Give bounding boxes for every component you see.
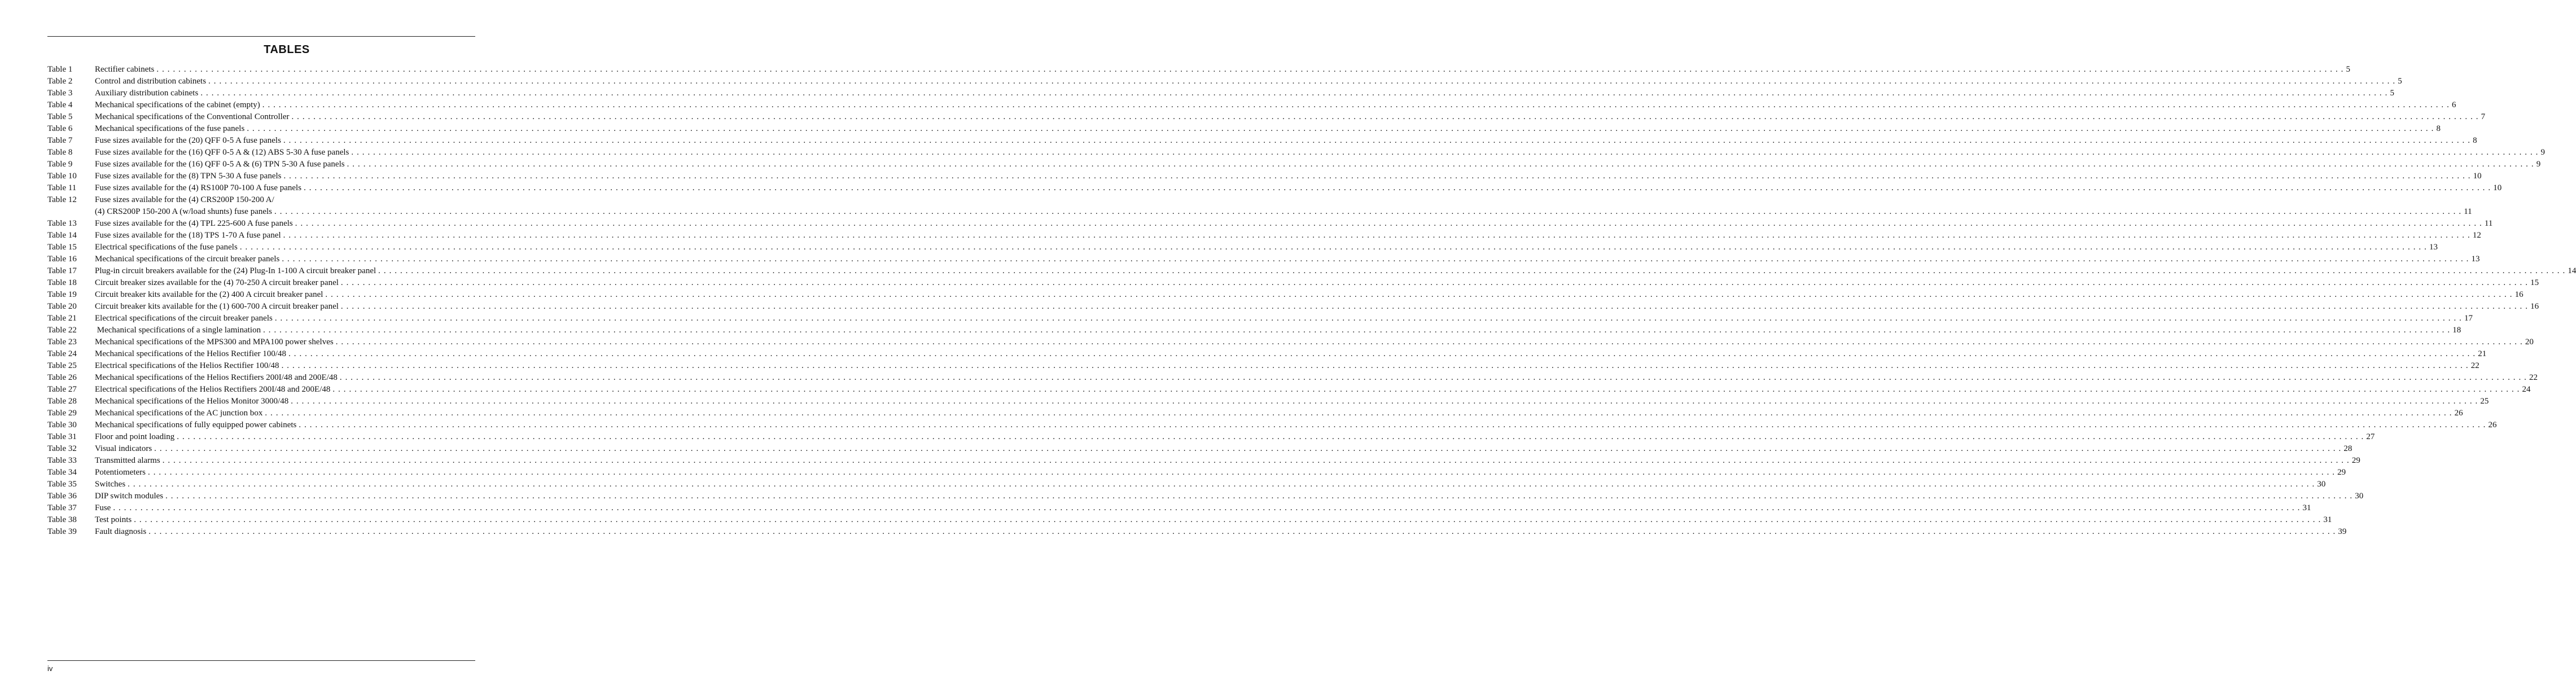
table-number: Table 13 [47, 219, 77, 228]
table-number: Table 26 [47, 373, 77, 382]
dot-leader: . . . . . . . . . . . . . . . . . . . . . . . . . . . . . . . . . . . . . . . . . . . . . . . . . . . . . . . . . . . . . . . . . . . . . . . . . . . . . . . . . . . . . . . . . . . . . . . . . . . . . . . . . . . . . . . . . . . . . . . . . . . . . . . . . . . . . . . . . . . . . . . . . . . . . . . . . . . . . . . . . . . . . . . . . . . . . . . . . . . . . . . . . . . . . . . . . . . . . . . . . . . . . . . . . . . . . . . . . . . . . . . . . . . . . . . . . . . . . . . . . . . . . . . . . . . . . . . . . . . . . . . . . . . . . . . . . . . . . . . . . . . . . . . . . . . . . . . . . . . . . . . . . . . . . . . . . . . . . . . . . . . . . . . . . . . . . . . . . . . . . . . . . . . . . . . . . . . . . . . . . . . . . . . . . . . . . . . . . . . . . . . . . . . . . . . . . . . . . . . . [154, 444, 2342, 453]
dot-leader: . . . . . . . . . . . . . . . . . . . . . . . . . . . . . . . . . . . . . . . . . . . . . . . . . . . . . . . . . . . . . . . . . . . . . . . . . . . . . . . . . . . . . . . . . . . . . . . . . . . . . . . . . . . . . . . . . . . . . . . . . . . . . . . . . . . . . . . . . . . . . . . . . . . . . . . . . . . . . . . . . . . . . . . . . . . . . . . . . . . . . . . . . . . . . . . . . . . . . . . . . . . . . . . . . . . . . . . . . . . . . . . . . . . . . . . . . . . . . . . . . . . . . . . . . . . . . . . . . . . . . . . . . . . . . . . . . . . . . . . . . . . . . . . . . . . . . . . . . . . . . . . . . . . . . . . . . . . . . . . . . . . . . . . . . . . . . . . . . . . . . . . . . . . . . . . . . . . . . . . . . . . . . . . . . . . . . . . . . . . . . . . . . . . . . . . . . . . . . . . . [274, 207, 2462, 216]
page-ref: 12 [2472, 231, 2481, 240]
page-ref: 18 [2452, 326, 2461, 335]
dot-leader: . . . . . . . . . . . . . . . . . . . . . . . . . . . . . . . . . . . . . . . . . . . . . . . . . . . . . . . . . . . . . . . . . . . . . . . . . . . . . . . . . . . . . . . . . . . . . . . . . . . . . . . . . . . . . . . . . . . . . . . . . . . . . . . . . . . . . . . . . . . . . . . . . . . . . . . . . . . . . . . . . . . . . . . . . . . . . . . . . . . . . . . . . . . . . . . . . . . . . . . . . . . . . . . . . . . . . . . . . . . . . . . . . . . . . . . . . . . . . . . . . . . . . . . . . . . . . . . . . . . . . . . . . . . . . . . . . . . . . . . . . . . . . . . . . . . . . . . . . . . . . . . . . . . . . . . . . . . . . . . . . . . . . . . . . . . . . . . . . . . . . . . . . . . . . . . . . . . . . . . . . . . . . . . . . . . . . . . . . . . . . . . . . . . . . . . . . . . . . . . . [113, 503, 2301, 512]
dot-leader: . . . . . . . . . . . . . . . . . . . . . . . . . . . . . . . . . . . . . . . . . . . . . . . . . . . . . . . . . . . . . . . . . . . . . . . . . . . . . . . . . . . . . . . . . . . . . . . . . . . . . . . . . . . . . . . . . . . . . . . . . . . . . . . . . . . . . . . . . . . . . . . . . . . . . . . . . . . . . . . . . . . . . . . . . . . . . . . . . . . . . . . . . . . . . . . . . . . . . . . . . . . . . . . . . . . . . . . . . . . . . . . . . . . . . . . . . . . . . . . . . . . . . . . . . . . . . . . . . . . . . . . . . . . . . . . . . . . . . . . . . . . . . . . . . . . . . . . . . . . . . . . . . . . . . . . . . . . . . . . . . . . . . . . . . . . . . . . . . . . . . . . . . . . . . . . . . . . . . . . . . . . . . . . . . . . . . . . . . . . . . . . . . . . . . . . . . . . . . . . . [239, 243, 2427, 252]
entry-body [95, 526, 2347, 538]
page-ref: 10 [2473, 172, 2482, 181]
dot-leader: . . . . . . . . . . . . . . . . . . . . . . . . . . . . . . . . . . . . . . . . . . . . . . . . . . . . . . . . . . . . . . . . . . . . . . . . . . . . . . . . . . . . . . . . . . . . . . . . . . . . . . . . . . . . . . . . . . . . . . . . . . . . . . . . . . . . . . . . . . . . . . . . . . . . . . . . . . . . . . . . . . . . . . . . . . . . . . . . . . . . . . . . . . . . . . . . . . . . . . . . . . . . . . . . . . . . . . . . . . . . . . . . . . . . . . . . . . . . . . . . . . . . . . . . . . . . . . . . . . . . . . . . . . . . . . . . . . . . . . . . . . . . . . . . . . . . . . . . . . . . . . . . . . . . . . . . . . . . . . . . . . . . . . . . . . . . . . . . . . . . . . . . . . . . . . . . . . . . . . . . . . . . . . . . . . . . . . . . . . . . . . . . . . . . . . . . . . . . . . . . [200, 89, 2388, 98]
page-ref: 16 [2514, 290, 2524, 299]
toc-entry[interactable] [47, 99, 2456, 111]
entry-body [95, 147, 2546, 159]
page-ref: 8 [2436, 124, 2441, 133]
table-number: Table 18 [47, 278, 77, 287]
table-number: Table 28 [47, 397, 77, 406]
table-number: Table 35 [47, 480, 77, 489]
entry-line [95, 87, 2394, 99]
toc-entry[interactable] [47, 336, 2534, 348]
entry-line [95, 467, 2346, 479]
table-title: Control and distribution cabinets [95, 77, 207, 86]
entry-line [95, 64, 2351, 76]
toc-entry[interactable] [47, 443, 2352, 455]
entry-body [95, 301, 2539, 313]
entry-line [95, 123, 2441, 135]
entry-line [95, 348, 2487, 360]
entry-body [95, 455, 2360, 467]
dot-leader: . . . . . . . . . . . . . . . . . . . . . . . . . . . . . . . . . . . . . . . . . . . . . . . . . . . . . . . . . . . . . . . . . . . . . . . . . . . . . . . . . . . . . . . . . . . . . . . . . . . . . . . . . . . . . . . . . . . . . . . . . . . . . . . . . . . . . . . . . . . . . . . . . . . . . . . . . . . . . . . . . . . . . . . . . . . . . . . . . . . . . . . . . . . . . . . . . . . . . . . . . . . . . . . . . . . . . . . . . . . . . . . . . . . . . . . . . . . . . . . . . . . . . . . . . . . . . . . . . . . . . . . . . . . . . . . . . . . . . . . . . . . . . . . . . . . . . . . . . . . . . . . . . . . . . . . . . . . . . . . . . . . . . . . . . . . . . . . . . . . . . . . . . . . . . . . . . . . . . . . . . . . . . . . . . . . . . . . . . . . . . . . . . . . . . . . . . . . . . . . . [283, 136, 2471, 145]
dot-leader: . . . . . . . . . . . . . . . . . . . . . . . . . . . . . . . . . . . . . . . . . . . . . . . . . . . . . . . . . . . . . . . . . . . . . . . . . . . . . . . . . . . . . . . . . . . . . . . . . . . . . . . . . . . . . . . . . . . . . . . . . . . . . . . . . . . . . . . . . . . . . . . . . . . . . . . . . . . . . . . . . . . . . . . . . . . . . . . . . . . . . . . . . . . . . . . . . . . . . . . . . . . . . . . . . . . . . . . . . . . . . . . . . . . . . . . . . . . . . . . . . . . . . . . . . . . . . . . . . . . . . . . . . . . . . . . . . . . . . . . . . . . . . . . . . . . . . . . . . . . . . . . . . . . . . . . . . . . . . . . . . . . . . . . . . . . . . . . . . . . . . . . . . . . . . . . . . . . . . . . . . . . . . . . . . . . . . . . . . . . . . . . . . . . . . . . . . . . . . . . . [340, 278, 2529, 287]
entry-line [95, 490, 2364, 502]
table-title: Mechanical specifications of a single lamination [95, 326, 261, 335]
dot-leader: . . . . . . . . . . . . . . . . . . . . . . . . . . . . . . . . . . . . . . . . . . . . . . . . . . . . . . . . . . . . . . . . . . . . . . . . . . . . . . . . . . . . . . . . . . . . . . . . . . . . . . . . . . . . . . . . . . . . . . . . . . . . . . . . . . . . . . . . . . . . . . . . . . . . . . . . . . . . . . . . . . . . . . . . . . . . . . . . . . . . . . . . . . . . . . . . . . . . . . . . . . . . . . . . . . . . . . . . . . . . . . . . . . . . . . . . . . . . . . . . . . . . . . . . . . . . . . . . . . . . . . . . . . . . . . . . . . . . . . . . . . . . . . . . . . . . . . . . . . . . . . . . . . . . . . . . . . . . . . . . . . . . . . . . . . . . . . . . . . . . . . . . . . . . . . . . . . . . . . . . . . . . . . . . . . . . . . . . . . . . . . . . . . . . . . . . . . . . . . . . [291, 112, 2479, 121]
table-title: Mechanical specifications of the MPS300 and MPA100 power shelves [95, 337, 334, 347]
toc-entry[interactable] [47, 431, 2375, 443]
entry-line [95, 159, 2541, 170]
entry-body [95, 194, 2472, 218]
entry-line [95, 206, 2472, 218]
toc-entry[interactable] [47, 265, 2576, 277]
table-title: Mechanical specifications of the cabinet (empty) [95, 100, 260, 109]
entry-line [95, 313, 2473, 325]
page-ref: 17 [2464, 314, 2473, 323]
dot-leader: . . . . . . . . . . . . . . . . . . . . . . . . . . . . . . . . . . . . . . . . . . . . . . . . . . . . . . . . . . . . . . . . . . . . . . . . . . . . . . . . . . . . . . . . . . . . . . . . . . . . . . . . . . . . . . . . . . . . . . . . . . . . . . . . . . . . . . . . . . . . . . . . . . . . . . . . . . . . . . . . . . . . . . . . . . . . . . . . . . . . . . . . . . . . . . . . . . . . . . . . . . . . . . . . . . . . . . . . . . . . . . . . . . . . . . . . . . . . . . . . . . . . . . . . . . . . . . . . . . . . . . . . . . . . . . . . . . . . . . . . . . . . . . . . . . . . . . . . . . . . . . . . . . . . . . . . . . . . . . . . . . . . . . . . . . . . . . . . . . . . . . . . . . . . . . . . . . . . . . . . . . . . . . . . . . . . . . . . . . . . . . . . . . . . . . . . . . . . . . . . [304, 183, 2491, 192]
entry-line [95, 111, 2486, 123]
page-ref: 31 [2302, 503, 2311, 512]
table-number: Table 19 [47, 290, 77, 299]
entry-body [95, 372, 2538, 384]
entry-line [95, 182, 2502, 194]
table-title: Fuse sizes available for the (4) TPL 225-600 A fuse panels [95, 219, 293, 228]
toc-entry[interactable] [47, 490, 2364, 502]
dot-leader: . . . . . . . . . . . . . . . . . . . . . . . . . . . . . . . . . . . . . . . . . . . . . . . . . . . . . . . . . . . . . . . . . . . . . . . . . . . . . . . . . . . . . . . . . . . . . . . . . . . . . . . . . . . . . . . . . . . . . . . . . . . . . . . . . . . . . . . . . . . . . . . . . . . . . . . . . . . . . . . . . . . . . . . . . . . . . . . . . . . . . . . . . . . . . . . . . . . . . . . . . . . . . . . . . . . . . . . . . . . . . . . . . . . . . . . . . . . . . . . . . . . . . . . . . . . . . . . . . . . . . . . . . . . . . . . . . . . . . . . . . . . . . . . . . . . . . . . . . . . . . . . . . . . . . . . . . . . . . . . . . . . . . . . . . . . . . . . . . . . . . . . . . . . . . . . . . . . . . . . . . . . . . . . . . . . . . . . . . . . . . . . . . . . . . . . . . . . . . . . . [165, 492, 2353, 501]
page-ref: 9 [2540, 148, 2546, 157]
toc-entry[interactable] [47, 455, 2360, 467]
entry-line [95, 443, 2352, 455]
page-ref: 26 [2488, 420, 2497, 429]
table-number: Table 30 [47, 420, 77, 429]
entry-body [95, 407, 2463, 419]
table-title: Fault diagnosis [95, 527, 147, 536]
entry-body [95, 182, 2502, 194]
dot-leader: . . . . . . . . . . . . . . . . . . . . . . . . . . . . . . . . . . . . . . . . . . . . . . . . . . . . . . . . . . . . . . . . . . . . . . . . . . . . . . . . . . . . . . . . . . . . . . . . . . . . . . . . . . . . . . . . . . . . . . . . . . . . . . . . . . . . . . . . . . . . . . . . . . . . . . . . . . . . . . . . . . . . . . . . . . . . . . . . . . . . . . . . . . . . . . . . . . . . . . . . . . . . . . . . . . . . . . . . . . . . . . . . . . . . . . . . . . . . . . . . . . . . . . . . . . . . . . . . . . . . . . . . . . . . . . . . . . . . . . . . . . . . . . . . . . . . . . . . . . . . . . . . . . . . . . . . . . . . . . . . . . . . . . . . . . . . . . . . . . . . . . . . . . . . . . . . . . . . . . . . . . . . . . . . . . . . . . . . . . . . . . . . . . . . . . . . . . . . . . . . [128, 480, 2315, 489]
entry-body [95, 502, 2311, 514]
page-ref: 28 [2343, 444, 2352, 453]
table-number: Table 36 [47, 492, 77, 501]
entry-body [95, 170, 2482, 182]
table-number: Table 12 [47, 195, 77, 204]
toc-entry[interactable] [47, 64, 2351, 76]
page-ref: 26 [2454, 409, 2463, 418]
table-number: Table 32 [47, 444, 77, 453]
entry-body [95, 64, 2351, 76]
table-title: Visual indicators [95, 444, 152, 453]
table-number: Table 22 [47, 326, 77, 335]
toc-entry[interactable] [47, 360, 2479, 372]
toc-entry[interactable] [47, 194, 2472, 218]
entry-body [95, 467, 2346, 479]
entry-body [95, 490, 2364, 502]
table-title: Fuse sizes available for the (18) TPS 1-70 A fuse panel [95, 231, 281, 240]
entry-line [95, 277, 2539, 289]
entry-body [95, 76, 2402, 87]
toc-entry[interactable] [47, 123, 2441, 135]
entry-body [95, 360, 2479, 372]
entry-line [95, 265, 2576, 277]
entry-body [95, 336, 2534, 348]
toc-entry[interactable] [47, 76, 2402, 87]
toc-entry[interactable] [47, 384, 2531, 396]
table-title: Fuse sizes available for the (4) RS100P 70-100 A fuse panels [95, 183, 302, 192]
page-ref: 20 [2525, 337, 2534, 347]
dot-leader: . . . . . . . . . . . . . . . . . . . . . . . . . . . . . . . . . . . . . . . . . . . . . . . . . . . . . . . . . . . . . . . . . . . . . . . . . . . . . . . . . . . . . . . . . . . . . . . . . . . . . . . . . . . . . . . . . . . . . . . . . . . . . . . . . . . . . . . . . . . . . . . . . . . . . . . . . . . . . . . . . . . . . . . . . . . . . . . . . . . . . . . . . . . . . . . . . . . . . . . . . . . . . . . . . . . . . . . . . . . . . . . . . . . . . . . . . . . . . . . . . . . . . . . . . . . . . . . . . . . . . . . . . . . . . . . . . . . . . . . . . . . . . . . . . . . . . . . . . . . . . . . . . . . . . . . . . . . . . . . . . . . . . . . . . . . . . . . . . . . . . . . . . . . . . . . . . . . . . . . . . . . . . . . . . . . . . . . . . . . . . . . . . . . . . . . . . . . . . . . . [156, 65, 2344, 74]
page-ref: 16 [2530, 302, 2539, 311]
entry-line [95, 502, 2311, 514]
page-ref: 30 [2355, 492, 2364, 501]
entry-line [95, 514, 2332, 526]
page-ref: 10 [2493, 183, 2502, 192]
entry-line [95, 289, 2524, 301]
page-ref: 27 [2366, 432, 2375, 441]
table-title: Mechanical specifications of the fuse panels [95, 124, 245, 133]
toc-entry[interactable] [47, 289, 2524, 301]
table-title: Transmitted alarms [95, 456, 160, 465]
table-title: Fuse sizes available for the (8) TPN 5-30 A fuse panels [95, 172, 282, 181]
dot-leader: . . . . . . . . . . . . . . . . . . . . . . . . . . . . . . . . . . . . . . . . . . . . . . . . . . . . . . . . . . . . . . . . . . . . . . . . . . . . . . . . . . . . . . . . . . . . . . . . . . . . . . . . . . . . . . . . . . . . . . . . . . . . . . . . . . . . . . . . . . . . . . . . . . . . . . . . . . . . . . . . . . . . . . . . . . . . . . . . . . . . . . . . . . . . . . . . . . . . . . . . . . . . . . . . . . . . . . . . . . . . . . . . . . . . . . . . . . . . . . . . . . . . . . . . . . . . . . . . . . . . . . . . . . . . . . . . . . . . . . . . . . . . . . . . . . . . . . . . . . . . . . . . . . . . . . . . . . . . . . . . . . . . . . . . . . . . . . . . . . . . . . . . . . . . . . . . . . . . . . . . . . . . . . . . . . . . . . . . . . . . . . . . . . . . . . . . . . . . . . . . [134, 515, 2321, 524]
entry-line [95, 99, 2456, 111]
page-ref: 22 [2529, 373, 2538, 382]
table-title: Auxiliary distribution cabinets [95, 89, 199, 98]
page-ref: 5 [2346, 65, 2351, 74]
dot-leader: . . . . . . . . . . . . . . . . . . . . . . . . . . . . . . . . . . . . . . . . . . . . . . . . . . . . . . . . . . . . . . . . . . . . . . . . . . . . . . . . . . . . . . . . . . . . . . . . . . . . . . . . . . . . . . . . . . . . . . . . . . . . . . . . . . . . . . . . . . . . . . . . . . . . . . . . . . . . . . . . . . . . . . . . . . . . . . . . . . . . . . . . . . . . . . . . . . . . . . . . . . . . . . . . . . . . . . . . . . . . . . . . . . . . . . . . . . . . . . . . . . . . . . . . . . . . . . . . . . . . . . . . . . . . . . . . . . . . . . . . . . . . . . . . . . . . . . . . . . . . . . . . . . . . . . . . . . . . . . . . . . . . . . . . . . . . . . . . . . . . . . . . . . . . . . . . . . . . . . . . . . . . . . . . . . . . . . . . . . . . . . . . . . . . . . . . . . . . . . . . [208, 77, 2396, 86]
toc-entry[interactable] [47, 277, 2539, 289]
entry-body [95, 123, 2441, 135]
entry-body [95, 230, 2481, 242]
table-title: Mechanical specifications of the circuit breaker panels [95, 255, 280, 264]
entry-body [95, 253, 2480, 265]
toc-entry[interactable] [47, 372, 2538, 384]
entry-body [95, 348, 2487, 360]
page-ref: 30 [2317, 480, 2326, 489]
table-number: Table 31 [47, 432, 77, 441]
table-title: DIP switch modules [95, 492, 164, 501]
toc-entry[interactable] [47, 135, 2477, 147]
page-ref: 22 [2470, 361, 2479, 370]
toc-entry[interactable] [47, 479, 2326, 490]
entry-body [95, 384, 2531, 396]
page-ref: 6 [2451, 100, 2456, 109]
toc-entry[interactable] [47, 407, 2463, 419]
dot-leader: . . . . . . . . . . . . . . . . . . . . . . . . . . . . . . . . . . . . . . . . . . . . . . . . . . . . . . . . . . . . . . . . . . . . . . . . . . . . . . . . . . . . . . . . . . . . . . . . . . . . . . . . . . . . . . . . . . . . . . . . . . . . . . . . . . . . . . . . . . . . . . . . . . . . . . . . . . . . . . . . . . . . . . . . . . . . . . . . . . . . . . . . . . . . . . . . . . . . . . . . . . . . . . . . . . . . . . . . . . . . . . . . . . . . . . . . . . . . . . . . . . . . . . . . . . . . . . . . . . . . . . . . . . . . . . . . . . . . . . . . . . . . . . . . . . . . . . . . . . . . . . . . . . . . . . . . . . . . . . . . . . . . . . . . . . . . . . . . . . . . . . . . . . . . . . . . . . . . . . . . . . . . . . . . . . . . . . . . . . . . . . . . . . . . . . . . . . . . . . . . [274, 314, 2463, 323]
entry-body [95, 289, 2524, 301]
dot-leader: . . . . . . . . . . . . . . . . . . . . . . . . . . . . . . . . . . . . . . . . . . . . . . . . . . . . . . . . . . . . . . . . . . . . . . . . . . . . . . . . . . . . . . . . . . . . . . . . . . . . . . . . . . . . . . . . . . . . . . . . . . . . . . . . . . . . . . . . . . . . . . . . . . . . . . . . . . . . . . . . . . . . . . . . . . . . . . . . . . . . . . . . . . . . . . . . . . . . . . . . . . . . . . . . . . . . . . . . . . . . . . . . . . . . . . . . . . . . . . . . . . . . . . . . . . . . . . . . . . . . . . . . . . . . . . . . . . . . . . . . . . . . . . . . . . . . . . . . . . . . . . . . . . . . . . . . . . . . . . . . . . . . . . . . . . . . . . . . . . . . . . . . . . . . . . . . . . . . . . . . . . . . . . . . . . . . . . . . . . . . . . . . . . . . . . . . . . . . . . . . [339, 373, 2527, 382]
table-number: Table 8 [47, 148, 73, 157]
dot-leader: . . . . . . . . . . . . . . . . . . . . . . . . . . . . . . . . . . . . . . . . . . . . . . . . . . . . . . . . . . . . . . . . . . . . . . . . . . . . . . . . . . . . . . . . . . . . . . . . . . . . . . . . . . . . . . . . . . . . . . . . . . . . . . . . . . . . . . . . . . . . . . . . . . . . . . . . . . . . . . . . . . . . . . . . . . . . . . . . . . . . . . . . . . . . . . . . . . . . . . . . . . . . . . . . . . . . . . . . . . . . . . . . . . . . . . . . . . . . . . . . . . . . . . . . . . . . . . . . . . . . . . . . . . . . . . . . . . . . . . . . . . . . . . . . . . . . . . . . . . . . . . . . . . . . . . . . . . . . . . . . . . . . . . . . . . . . . . . . . . . . . . . . . . . . . . . . . . . . . . . . . . . . . . . . . . . . . . . . . . . . . . . . . . . . . . . . . . . . . . . . [281, 361, 2469, 370]
entry-body [95, 111, 2486, 123]
toc-entry[interactable] [47, 218, 2493, 230]
entry-body [95, 242, 2438, 253]
dot-leader: . . . . . . . . . . . . . . . . . . . . . . . . . . . . . . . . . . . . . . . . . . . . . . . . . . . . . . . . . . . . . . . . . . . . . . . . . . . . . . . . . . . . . . . . . . . . . . . . . . . . . . . . . . . . . . . . . . . . . . . . . . . . . . . . . . . . . . . . . . . . . . . . . . . . . . . . . . . . . . . . . . . . . . . . . . . . . . . . . . . . . . . . . . . . . . . . . . . . . . . . . . . . . . . . . . . . . . . . . . . . . . . . . . . . . . . . . . . . . . . . . . . . . . . . . . . . . . . . . . . . . . . . . . . . . . . . . . . . . . . . . . . . . . . . . . . . . . . . . . . . . . . . . . . . . . . . . . . . . . . . . . . . . . . . . . . . . . . . . . . . . . . . . . . . . . . . . . . . . . . . . . . . . . . . . . . . . . . . . . . . . . . . . . . . . . . . . . . . . . . . [347, 160, 2534, 169]
table-number: Table 10 [47, 172, 77, 181]
page-ref: 39 [2338, 527, 2347, 536]
entry-line [95, 372, 2538, 384]
entry-body [95, 99, 2456, 111]
page-ref: 25 [2480, 397, 2489, 406]
toc-entry[interactable] [47, 514, 2332, 526]
entry-line [95, 336, 2534, 348]
dot-leader: . . . . . . . . . . . . . . . . . . . . . . . . . . . . . . . . . . . . . . . . . . . . . . . . . . . . . . . . . . . . . . . . . . . . . . . . . . . . . . . . . . . . . . . . . . . . . . . . . . . . . . . . . . . . . . . . . . . . . . . . . . . . . . . . . . . . . . . . . . . . . . . . . . . . . . . . . . . . . . . . . . . . . . . . . . . . . . . . . . . . . . . . . . . . . . . . . . . . . . . . . . . . . . . . . . . . . . . . . . . . . . . . . . . . . . . . . . . . . . . . . . . . . . . . . . . . . . . . . . . . . . . . . . . . . . . . . . . . . . . . . . . . . . . . . . . . . . . . . . . . . . . . . . . . . . . . . . . . . . . . . . . . . . . . . . . . . . . . . . . . . . . . . . . . . . . . . . . . . . . . . . . . . . . . . . . . . . . . . . . . . . . . . . . . . . . . . . . . . . . . [340, 302, 2529, 311]
toc-entry[interactable] [47, 170, 2482, 182]
entry-line [95, 147, 2546, 159]
entry-body [95, 479, 2326, 490]
table-title: Electrical specifications of the fuse panels [95, 243, 238, 252]
dot-leader: . . . . . . . . . . . . . . . . . . . . . . . . . . . . . . . . . . . . . . . . . . . . . . . . . . . . . . . . . . . . . . . . . . . . . . . . . . . . . . . . . . . . . . . . . . . . . . . . . . . . . . . . . . . . . . . . . . . . . . . . . . . . . . . . . . . . . . . . . . . . . . . . . . . . . . . . . . . . . . . . . . . . . . . . . . . . . . . . . . . . . . . . . . . . . . . . . . . . . . . . . . . . . . . . . . . . . . . . . . . . . . . . . . . . . . . . . . . . . . . . . . . . . . . . . . . . . . . . . . . . . . . . . . . . . . . . . . . . . . . . . . . . . . . . . . . . . . . . . . . . . . . . . . . . . . . . . . . . . . . . . . . . . . . . . . . . . . . . . . . . . . . . . . . . . . . . . . . . . . . . . . . . . . . . . . . . . . . . . . . . . . . . . . . . . . . . . . . . . . . . [325, 290, 2513, 299]
table-title: Mechanical specifications of the AC junction box [95, 409, 263, 418]
dot-leader: . . . . . . . . . . . . . . . . . . . . . . . . . . . . . . . . . . . . . . . . . . . . . . . . . . . . . . . . . . . . . . . . . . . . . . . . . . . . . . . . . . . . . . . . . . . . . . . . . . . . . . . . . . . . . . . . . . . . . . . . . . . . . . . . . . . . . . . . . . . . . . . . . . . . . . . . . . . . . . . . . . . . . . . . . . . . . . . . . . . . . . . . . . . . . . . . . . . . . . . . . . . . . . . . . . . . . . . . . . . . . . . . . . . . . . . . . . . . . . . . . . . . . . . . . . . . . . . . . . . . . . . . . . . . . . . . . . . . . . . . . . . . . . . . . . . . . . . . . . . . . . . . . . . . . . . . . . . . . . . . . . . . . . . . . . . . . . . . . . . . . . . . . . . . . . . . . . . . . . . . . . . . . . . . . . . . . . . . . . . . . . . . . . . . . . . . . . . . . . . . [263, 326, 2451, 335]
table-number: Table 1 [47, 65, 73, 74]
dot-leader: . . . . . . . . . . . . . . . . . . . . . . . . . . . . . . . . . . . . . . . . . . . . . . . . . . . . . . . . . . . . . . . . . . . . . . . . . . . . . . . . . . . . . . . . . . . . . . . . . . . . . . . . . . . . . . . . . . . . . . . . . . . . . . . . . . . . . . . . . . . . . . . . . . . . . . . . . . . . . . . . . . . . . . . . . . . . . . . . . . . . . . . . . . . . . . . . . . . . . . . . . . . . . . . . . . . . . . . . . . . . . . . . . . . . . . . . . . . . . . . . . . . . . . . . . . . . . . . . . . . . . . . . . . . . . . . . . . . . . . . . . . . . . . . . . . . . . . . . . . . . . . . . . . . . . . . . . . . . . . . . . . . . . . . . . . . . . . . . . . . . . . . . . . . . . . . . . . . . . . . . . . . . . . . . . . . . . . . . . . . . . . . . . . . . . . . . . . . . . . . . [148, 468, 2336, 477]
entry-body [95, 514, 2332, 526]
dot-leader: . . . . . . . . . . . . . . . . . . . . . . . . . . . . . . . . . . . . . . . . . . . . . . . . . . . . . . . . . . . . . . . . . . . . . . . . . . . . . . . . . . . . . . . . . . . . . . . . . . . . . . . . . . . . . . . . . . . . . . . . . . . . . . . . . . . . . . . . . . . . . . . . . . . . . . . . . . . . . . . . . . . . . . . . . . . . . . . . . . . . . . . . . . . . . . . . . . . . . . . . . . . . . . . . . . . . . . . . . . . . . . . . . . . . . . . . . . . . . . . . . . . . . . . . . . . . . . . . . . . . . . . . . . . . . . . . . . . . . . . . . . . . . . . . . . . . . . . . . . . . . . . . . . . . . . . . . . . . . . . . . . . . . . . . . . . . . . . . . . . . . . . . . . . . . . . . . . . . . . . . . . . . . . . . . . . . . . . . . . . . . . . . . . . . . . . . . . . . . . . . [283, 172, 2471, 181]
toc-entry[interactable] [47, 301, 2539, 313]
entry-line [95, 396, 2489, 407]
toc-entry[interactable] [47, 111, 2486, 123]
table-title: Fuse sizes available for the (16) QFF 0-5 A & (6) TPN 5-30 A fuse panels [95, 160, 345, 169]
table-number: Table 7 [47, 136, 73, 145]
entry-line [95, 253, 2480, 265]
entry-body [95, 325, 2461, 336]
table-number: Table 2 [47, 77, 73, 86]
toc-entry[interactable] [47, 87, 2394, 99]
entry-line [95, 407, 2463, 419]
table-number: Table 24 [47, 349, 77, 358]
table-number: Table 17 [47, 266, 77, 275]
page-ref: 29 [2337, 468, 2346, 477]
toc-entry[interactable] [47, 182, 2502, 194]
entry-line [95, 135, 2477, 147]
dot-leader: . . . . . . . . . . . . . . . . . . . . . . . . . . . . . . . . . . . . . . . . . . . . . . . . . . . . . . . . . . . . . . . . . . . . . . . . . . . . . . . . . . . . . . . . . . . . . . . . . . . . . . . . . . . . . . . . . . . . . . . . . . . . . . . . . . . . . . . . . . . . . . . . . . . . . . . . . . . . . . . . . . . . . . . . . . . . . . . . . . . . . . . . . . . . . . . . . . . . . . . . . . . . . . . . . . . . . . . . . . . . . . . . . . . . . . . . . . . . . . . . . . . . . . . . . . . . . . . . . . . . . . . . . . . . . . . . . . . . . . . . . . . . . . . . . . . . . . . . . . . . . . . . . . . . . . . . . . . . . . . . . . . . . . . . . . . . . . . . . . . . . . . . . . . . . . . . . . . . . . . . . . . . . . . . . . . . . . . . . . . . . . . . . . . . . . . . . . . . . . . . [351, 148, 2539, 157]
dot-leader: . . . . . . . . . . . . . . . . . . . . . . . . . . . . . . . . . . . . . . . . . . . . . . . . . . . . . . . . . . . . . . . . . . . . . . . . . . . . . . . . . . . . . . . . . . . . . . . . . . . . . . . . . . . . . . . . . . . . . . . . . . . . . . . . . . . . . . . . . . . . . . . . . . . . . . . . . . . . . . . . . . . . . . . . . . . . . . . . . . . . . . . . . . . . . . . . . . . . . . . . . . . . . . . . . . . . . . . . . . . . . . . . . . . . . . . . . . . . . . . . . . . . . . . . . . . . . . . . . . . . . . . . . . . . . . . . . . . . . . . . . . . . . . . . . . . . . . . . . . . . . . . . . . . . . . . . . . . . . . . . . . . . . . . . . . . . . . . . . . . . . . . . . . . . . . . . . . . . . . . . . . . . . . . . . . . . . . . . . . . . . . . . . . . . . . . . . . . . . . . . [265, 409, 2452, 418]
entry-line [95, 230, 2481, 242]
table-title: Rectifier cabinets [95, 65, 155, 74]
table-title: Circuit breaker kits available for the (2) 400 A circuit breaker panel [95, 290, 323, 299]
header-rule [47, 36, 475, 37]
table-number: Table 9 [47, 160, 73, 169]
page-ref: 8 [2473, 136, 2477, 145]
entry-line [95, 242, 2438, 253]
toc-entry[interactable] [47, 467, 2346, 479]
table-number: Table 16 [47, 255, 77, 264]
table-number: Table 33 [47, 456, 77, 465]
table-title: Fuse sizes available for the (16) QFF 0-5 A & (12) ABS 5-30 A fuse panels [95, 148, 349, 157]
table-title: Potentiometers [95, 468, 146, 477]
dot-leader: . . . . . . . . . . . . . . . . . . . . . . . . . . . . . . . . . . . . . . . . . . . . . . . . . . . . . . . . . . . . . . . . . . . . . . . . . . . . . . . . . . . . . . . . . . . . . . . . . . . . . . . . . . . . . . . . . . . . . . . . . . . . . . . . . . . . . . . . . . . . . . . . . . . . . . . . . . . . . . . . . . . . . . . . . . . . . . . . . . . . . . . . . . . . . . . . . . . . . . . . . . . . . . . . . . . . . . . . . . . . . . . . . . . . . . . . . . . . . . . . . . . . . . . . . . . . . . . . . . . . . . . . . . . . . . . . . . . . . . . . . . . . . . . . . . . . . . . . . . . . . . . . . . . . . . . . . . . . . . . . . . . . . . . . . . . . . . . . . . . . . . . . . . . . . . . . . . . . . . . . . . . . . . . . . . . . . . . . . . . . . . . . . . . . . . . . . . . . . . . . [162, 456, 2350, 465]
entry-body [95, 443, 2352, 455]
toc-entry[interactable] [47, 348, 2487, 360]
table-number: Table 4 [47, 100, 73, 109]
entry-line [95, 419, 2497, 431]
table-number: Table 38 [47, 515, 77, 524]
entry-line [95, 384, 2531, 396]
page-ref: 15 [2530, 278, 2539, 287]
dot-leader: . . . . . . . . . . . . . . . . . . . . . . . . . . . . . . . . . . . . . . . . . . . . . . . . . . . . . . . . . . . . . . . . . . . . . . . . . . . . . . . . . . . . . . . . . . . . . . . . . . . . . . . . . . . . . . . . . . . . . . . . . . . . . . . . . . . . . . . . . . . . . . . . . . . . . . . . . . . . . . . . . . . . . . . . . . . . . . . . . . . . . . . . . . . . . . . . . . . . . . . . . . . . . . . . . . . . . . . . . . . . . . . . . . . . . . . . . . . . . . . . . . . . . . . . . . . . . . . . . . . . . . . . . . . . . . . . . . . . . . . . . . . . . . . . . . . . . . . . . . . . . . . . . . . . . . . . . . . . . . . . . . . . . . . . . . . . . . . . . . . . . . . . . . . . . . . . . . . . . . . . . . . . . . . . . . . . . . . . . . . . . . . . . . . . . . . . . . . . . . . . [335, 337, 2523, 347]
entry-body [95, 159, 2541, 170]
toc-entry[interactable] [47, 502, 2311, 514]
page-ref: 5 [2390, 89, 2394, 98]
table-title: Mechanical specifications of the Helios Monitor 3000/48 [95, 397, 289, 406]
table-title: Electrical specifications of the circuit breaker panels [95, 314, 273, 323]
toc-entry[interactable] [47, 242, 2438, 253]
table-title-first-line: Fuse sizes available for the (4) CRS200P 150-200 A/ [95, 195, 274, 204]
page-ref: 7 [2481, 112, 2486, 121]
page-ref: 5 [2398, 77, 2402, 86]
entry-line [95, 325, 2461, 336]
table-list [47, 64, 2576, 538]
dot-leader: . . . . . . . . . . . . . . . . . . . . . . . . . . . . . . . . . . . . . . . . . . . . . . . . . . . . . . . . . . . . . . . . . . . . . . . . . . . . . . . . . . . . . . . . . . . . . . . . . . . . . . . . . . . . . . . . . . . . . . . . . . . . . . . . . . . . . . . . . . . . . . . . . . . . . . . . . . . . . . . . . . . . . . . . . . . . . . . . . . . . . . . . . . . . . . . . . . . . . . . . . . . . . . . . . . . . . . . . . . . . . . . . . . . . . . . . . . . . . . . . . . . . . . . . . . . . . . . . . . . . . . . . . . . . . . . . . . . . . . . . . . . . . . . . . . . . . . . . . . . . . . . . . . . . . . . . . . . . . . . . . . . . . . . . . . . . . . . . . . . . . . . . . . . . . . . . . . . . . . . . . . . . . . . . . . . . . . . . . . . . . . . . . . . . . . . . . . . . . . . . [282, 255, 2469, 264]
dot-leader: . . . . . . . . . . . . . . . . . . . . . . . . . . . . . . . . . . . . . . . . . . . . . . . . . . . . . . . . . . . . . . . . . . . . . . . . . . . . . . . . . . . . . . . . . . . . . . . . . . . . . . . . . . . . . . . . . . . . . . . . . . . . . . . . . . . . . . . . . . . . . . . . . . . . . . . . . . . . . . . . . . . . . . . . . . . . . . . . . . . . . . . . . . . . . . . . . . . . . . . . . . . . . . . . . . . . . . . . . . . . . . . . . . . . . . . . . . . . . . . . . . . . . . . . . . . . . . . . . . . . . . . . . . . . . . . . . . . . . . . . . . . . . . . . . . . . . . . . . . . . . . . . . . . . . . . . . . . . . . . . . . . . . . . . . . . . . . . . . . . . . . . . . . . . . . . . . . . . . . . . . . . . . . . . . . . . . . . . . . . . . . . . . . . . . . . . . . . . . . . . [288, 349, 2476, 358]
entry-line [95, 526, 2347, 538]
toc-entry[interactable] [47, 147, 2546, 159]
table-title: Mechanical specifications of the Conventional Controller [95, 112, 290, 121]
table-title: Mechanical specifications of the Helios Rectifier 100/48 [95, 349, 287, 358]
table-number: Table 29 [47, 409, 77, 418]
toc-entry[interactable] [47, 253, 2480, 265]
entry-line [95, 218, 2493, 230]
entry-line [95, 455, 2360, 467]
entry-body [95, 135, 2477, 147]
page-ref: 11 [2484, 219, 2493, 228]
entry-line [95, 301, 2539, 313]
page-ref: 9 [2536, 160, 2541, 169]
toc-entry[interactable] [47, 325, 2461, 336]
entry-body [95, 218, 2493, 230]
entry-line [95, 431, 2375, 443]
page-ref: 14 [2568, 266, 2576, 275]
toc-entry[interactable] [47, 396, 2489, 407]
table-number: Table 5 [47, 112, 73, 121]
table-number: Table 34 [47, 468, 77, 477]
entry-line [95, 479, 2326, 490]
table-number: Table 11 [47, 183, 77, 192]
toc-entry[interactable] [47, 313, 2473, 325]
page-ref: 29 [2351, 456, 2360, 465]
table-number: Table 27 [47, 385, 77, 394]
dot-leader: . . . . . . . . . . . . . . . . . . . . . . . . . . . . . . . . . . . . . . . . . . . . . . . . . . . . . . . . . . . . . . . . . . . . . . . . . . . . . . . . . . . . . . . . . . . . . . . . . . . . . . . . . . . . . . . . . . . . . . . . . . . . . . . . . . . . . . . . . . . . . . . . . . . . . . . . . . . . . . . . . . . . . . . . . . . . . . . . . . . . . . . . . . . . . . . . . . . . . . . . . . . . . . . . . . . . . . . . . . . . . . . . . . . . . . . . . . . . . . . . . . . . . . . . . . . . . . . . . . . . . . . . . . . . . . . . . . . . . . . . . . . . . . . . . . . . . . . . . . . . . . . . . . . . . . . . . . . . . . . . . . . . . . . . . . . . . . . . . . . . . . . . . . . . . . . . . . . . . . . . . . . . . . . . . . . . . . . . . . . . . . . . . . . . . . . . . . . . . . . . [148, 527, 2336, 536]
entry-body [95, 313, 2473, 325]
entry-body [95, 419, 2497, 431]
dot-leader: . . . . . . . . . . . . . . . . . . . . . . . . . . . . . . . . . . . . . . . . . . . . . . . . . . . . . . . . . . . . . . . . . . . . . . . . . . . . . . . . . . . . . . . . . . . . . . . . . . . . . . . . . . . . . . . . . . . . . . . . . . . . . . . . . . . . . . . . . . . . . . . . . . . . . . . . . . . . . . . . . . . . . . . . . . . . . . . . . . . . . . . . . . . . . . . . . . . . . . . . . . . . . . . . . . . . . . . . . . . . . . . . . . . . . . . . . . . . . . . . . . . . . . . . . . . . . . . . . . . . . . . . . . . . . . . . . . . . . . . . . . . . . . . . . . . . . . . . . . . . . . . . . . . . . . . . . . . . . . . . . . . . . . . . . . . . . . . . . . . . . . . . . . . . . . . . . . . . . . . . . . . . . . . . . . . . . . . . . . . . . . . . . . . . . . . . . . . . . . . . [332, 385, 2520, 394]
table-number: Table 20 [47, 302, 77, 311]
toc-entry[interactable] [47, 159, 2541, 170]
table-title: Fuse [95, 503, 111, 512]
entry-body [95, 277, 2539, 289]
footer-rule [47, 660, 475, 661]
table-number: Table 21 [47, 314, 77, 323]
toc-entry[interactable] [47, 419, 2497, 431]
dot-leader: . . . . . . . . . . . . . . . . . . . . . . . . . . . . . . . . . . . . . . . . . . . . . . . . . . . . . . . . . . . . . . . . . . . . . . . . . . . . . . . . . . . . . . . . . . . . . . . . . . . . . . . . . . . . . . . . . . . . . . . . . . . . . . . . . . . . . . . . . . . . . . . . . . . . . . . . . . . . . . . . . . . . . . . . . . . . . . . . . . . . . . . . . . . . . . . . . . . . . . . . . . . . . . . . . . . . . . . . . . . . . . . . . . . . . . . . . . . . . . . . . . . . . . . . . . . . . . . . . . . . . . . . . . . . . . . . . . . . . . . . . . . . . . . . . . . . . . . . . . . . . . . . . . . . . . . . . . . . . . . . . . . . . . . . . . . . . . . . . . . . . . . . . . . . . . . . . . . . . . . . . . . . . . . . . . . . . . . . . . . . . . . . . . . . . . . . . . . . . . . . [247, 124, 2434, 133]
entry-body [95, 431, 2375, 443]
table-title: Switches [95, 480, 126, 489]
page-ref: 13 [2429, 243, 2438, 252]
page-ref: 21 [2478, 349, 2487, 358]
dot-leader: . . . . . . . . . . . . . . . . . . . . . . . . . . . . . . . . . . . . . . . . . . . . . . . . . . . . . . . . . . . . . . . . . . . . . . . . . . . . . . . . . . . . . . . . . . . . . . . . . . . . . . . . . . . . . . . . . . . . . . . . . . . . . . . . . . . . . . . . . . . . . . . . . . . . . . . . . . . . . . . . . . . . . . . . . . . . . . . . . . . . . . . . . . . . . . . . . . . . . . . . . . . . . . . . . . . . . . . . . . . . . . . . . . . . . . . . . . . . . . . . . . . . . . . . . . . . . . . . . . . . . . . . . . . . . . . . . . . . . . . . . . . . . . . . . . . . . . . . . . . . . . . . . . . . . . . . . . . . . . . . . . . . . . . . . . . . . . . . . . . . . . . . . . . . . . . . . . . . . . . . . . . . . . . . . . . . . . . . . . . . . . . . . . . . . . . . . . . . . . . . [283, 231, 2470, 240]
table-number: Table 14 [47, 231, 77, 240]
page-ref: 24 [2522, 385, 2531, 394]
table-title: Plug-in circuit breakers available for the (24) Plug-In 1-100 A circuit breaker panel [95, 266, 376, 275]
table-number: Table 23 [47, 337, 77, 347]
table-number: Table 37 [47, 503, 77, 512]
page-ref: 13 [2471, 255, 2480, 264]
entry-body [95, 87, 2394, 99]
toc-entry[interactable] [47, 230, 2481, 242]
entry-line [95, 76, 2402, 87]
table-number: Table 15 [47, 243, 77, 252]
table-title: Electrical specifications of the Helios Rectifier 100/48 [95, 361, 279, 370]
table-number: Table 39 [47, 527, 77, 536]
table-title: Mechanical specifications of fully equipped power cabinets [95, 420, 297, 429]
table-title: Floor and point loading [95, 432, 175, 441]
table-title: Circuit breaker kits available for the (1) 600-700 A circuit breaker panel [95, 302, 339, 311]
table-title: Test points [95, 515, 132, 524]
table-title: Electrical specifications of the Helios Rectifiers 200I/48 and 200E/48 [95, 385, 331, 394]
page-ref: 11 [2464, 207, 2472, 216]
dot-leader: . . . . . . . . . . . . . . . . . . . . . . . . . . . . . . . . . . . . . . . . . . . . . . . . . . . . . . . . . . . . . . . . . . . . . . . . . . . . . . . . . . . . . . . . . . . . . . . . . . . . . . . . . . . . . . . . . . . . . . . . . . . . . . . . . . . . . . . . . . . . . . . . . . . . . . . . . . . . . . . . . . . . . . . . . . . . . . . . . . . . . . . . . . . . . . . . . . . . . . . . . . . . . . . . . . . . . . . . . . . . . . . . . . . . . . . . . . . . . . . . . . . . . . . . . . . . . . . . . . . . . . . . . . . . . . . . . . . . . . . . . . . . . . . . . . . . . . . . . . . . . . . . . . . . . . . . . . . . . . . . . . . . . . . . . . . . . . . . . . . . . . . . . . . . . . . . . . . . . . . . . . . . . . . . . . . . . . . . . . . . . . . . . . . . . . . . . . . . . . . . [295, 219, 2482, 228]
entry-body [95, 396, 2489, 407]
dot-leader: . . . . . . . . . . . . . . . . . . . . . . . . . . . . . . . . . . . . . . . . . . . . . . . . . . . . . . . . . . . . . . . . . . . . . . . . . . . . . . . . . . . . . . . . . . . . . . . . . . . . . . . . . . . . . . . . . . . . . . . . . . . . . . . . . . . . . . . . . . . . . . . . . . . . . . . . . . . . . . . . . . . . . . . . . . . . . . . . . . . . . . . . . . . . . . . . . . . . . . . . . . . . . . . . . . . . . . . . . . . . . . . . . . . . . . . . . . . . . . . . . . . . . . . . . . . . . . . . . . . . . . . . . . . . . . . . . . . . . . . . . . . . . . . . . . . . . . . . . . . . . . . . . . . . . . . . . . . . . . . . . . . . . . . . . . . . . . . . . . . . . . . . . . . . . . . . . . . . . . . . . . . . . . . . . . . . . . . . . . . . . . . . . . . . . . . . . . . . . . . . [177, 432, 2364, 441]
page-ref: 31 [2323, 515, 2332, 524]
table-number: Table 3 [47, 89, 73, 98]
table-title: Mechanical specifications of the Helios Rectifiers 200I/48 and 200E/48 [95, 373, 338, 382]
entry-body [95, 265, 2576, 277]
toc-entry[interactable] [47, 526, 2347, 538]
table-number: Table 25 [47, 361, 77, 370]
table-number: Table 6 [47, 124, 73, 133]
entry-line [95, 170, 2482, 182]
table-title: Fuse sizes available for the (20) QFF 0-5 A fuse panels [95, 136, 281, 145]
page-title: TABLES [264, 43, 310, 56]
page-number: iv [47, 664, 53, 673]
entry-line [95, 360, 2479, 372]
dot-leader: . . . . . . . . . . . . . . . . . . . . . . . . . . . . . . . . . . . . . . . . . . . . . . . . . . . . . . . . . . . . . . . . . . . . . . . . . . . . . . . . . . . . . . . . . . . . . . . . . . . . . . . . . . . . . . . . . . . . . . . . . . . . . . . . . . . . . . . . . . . . . . . . . . . . . . . . . . . . . . . . . . . . . . . . . . . . . . . . . . . . . . . . . . . . . . . . . . . . . . . . . . . . . . . . . . . . . . . . . . . . . . . . . . . . . . . . . . . . . . . . . . . . . . . . . . . . . . . . . . . . . . . . . . . . . . . . . . . . . . . . . . . . . . . . . . . . . . . . . . . . . . . . . . . . . . . . . . . . . . . . . . . . . . . . . . . . . . . . . . . . . . . . . . . . . . . . . . . . . . . . . . . . . . . . . . . . . . . . . . . . . . . . . . . . . . . . . . . . . . . . [262, 100, 2450, 109]
dot-leader: . . . . . . . . . . . . . . . . . . . . . . . . . . . . . . . . . . . . . . . . . . . . . . . . . . . . . . . . . . . . . . . . . . . . . . . . . . . . . . . . . . . . . . . . . . . . . . . . . . . . . . . . . . . . . . . . . . . . . . . . . . . . . . . . . . . . . . . . . . . . . . . . . . . . . . . . . . . . . . . . . . . . . . . . . . . . . . . . . . . . . . . . . . . . . . . . . . . . . . . . . . . . . . . . . . . . . . . . . . . . . . . . . . . . . . . . . . . . . . . . . . . . . . . . . . . . . . . . . . . . . . . . . . . . . . . . . . . . . . . . . . . . . . . . . . . . . . . . . . . . . . . . . . . . . . . . . . . . . . . . . . . . . . . . . . . . . . . . . . . . . . . . . . . . . . . . . . . . . . . . . . . . . . . . . . . . . . . . . . . . . . . . . . . . . . . . . . . . . . . . [378, 266, 2566, 275]
table-title: (4) CRS200P 150-200 A (w/load shunts) fuse panels [95, 207, 273, 216]
table-title: Circuit breaker sizes available for the (4) 70-250 A circuit breaker panel [95, 278, 339, 287]
dot-leader: . . . . . . . . . . . . . . . . . . . . . . . . . . . . . . . . . . . . . . . . . . . . . . . . . . . . . . . . . . . . . . . . . . . . . . . . . . . . . . . . . . . . . . . . . . . . . . . . . . . . . . . . . . . . . . . . . . . . . . . . . . . . . . . . . . . . . . . . . . . . . . . . . . . . . . . . . . . . . . . . . . . . . . . . . . . . . . . . . . . . . . . . . . . . . . . . . . . . . . . . . . . . . . . . . . . . . . . . . . . . . . . . . . . . . . . . . . . . . . . . . . . . . . . . . . . . . . . . . . . . . . . . . . . . . . . . . . . . . . . . . . . . . . . . . . . . . . . . . . . . . . . . . . . . . . . . . . . . . . . . . . . . . . . . . . . . . . . . . . . . . . . . . . . . . . . . . . . . . . . . . . . . . . . . . . . . . . . . . . . . . . . . . . . . . . . . . . . . . . . . [299, 420, 2486, 429]
dot-leader: . . . . . . . . . . . . . . . . . . . . . . . . . . . . . . . . . . . . . . . . . . . . . . . . . . . . . . . . . . . . . . . . . . . . . . . . . . . . . . . . . . . . . . . . . . . . . . . . . . . . . . . . . . . . . . . . . . . . . . . . . . . . . . . . . . . . . . . . . . . . . . . . . . . . . . . . . . . . . . . . . . . . . . . . . . . . . . . . . . . . . . . . . . . . . . . . . . . . . . . . . . . . . . . . . . . . . . . . . . . . . . . . . . . . . . . . . . . . . . . . . . . . . . . . . . . . . . . . . . . . . . . . . . . . . . . . . . . . . . . . . . . . . . . . . . . . . . . . . . . . . . . . . . . . . . . . . . . . . . . . . . . . . . . . . . . . . . . . . . . . . . . . . . . . . . . . . . . . . . . . . . . . . . . . . . . . . . . . . . . . . . . . . . . . . . . . . . . . . . . . [291, 397, 2478, 406]
